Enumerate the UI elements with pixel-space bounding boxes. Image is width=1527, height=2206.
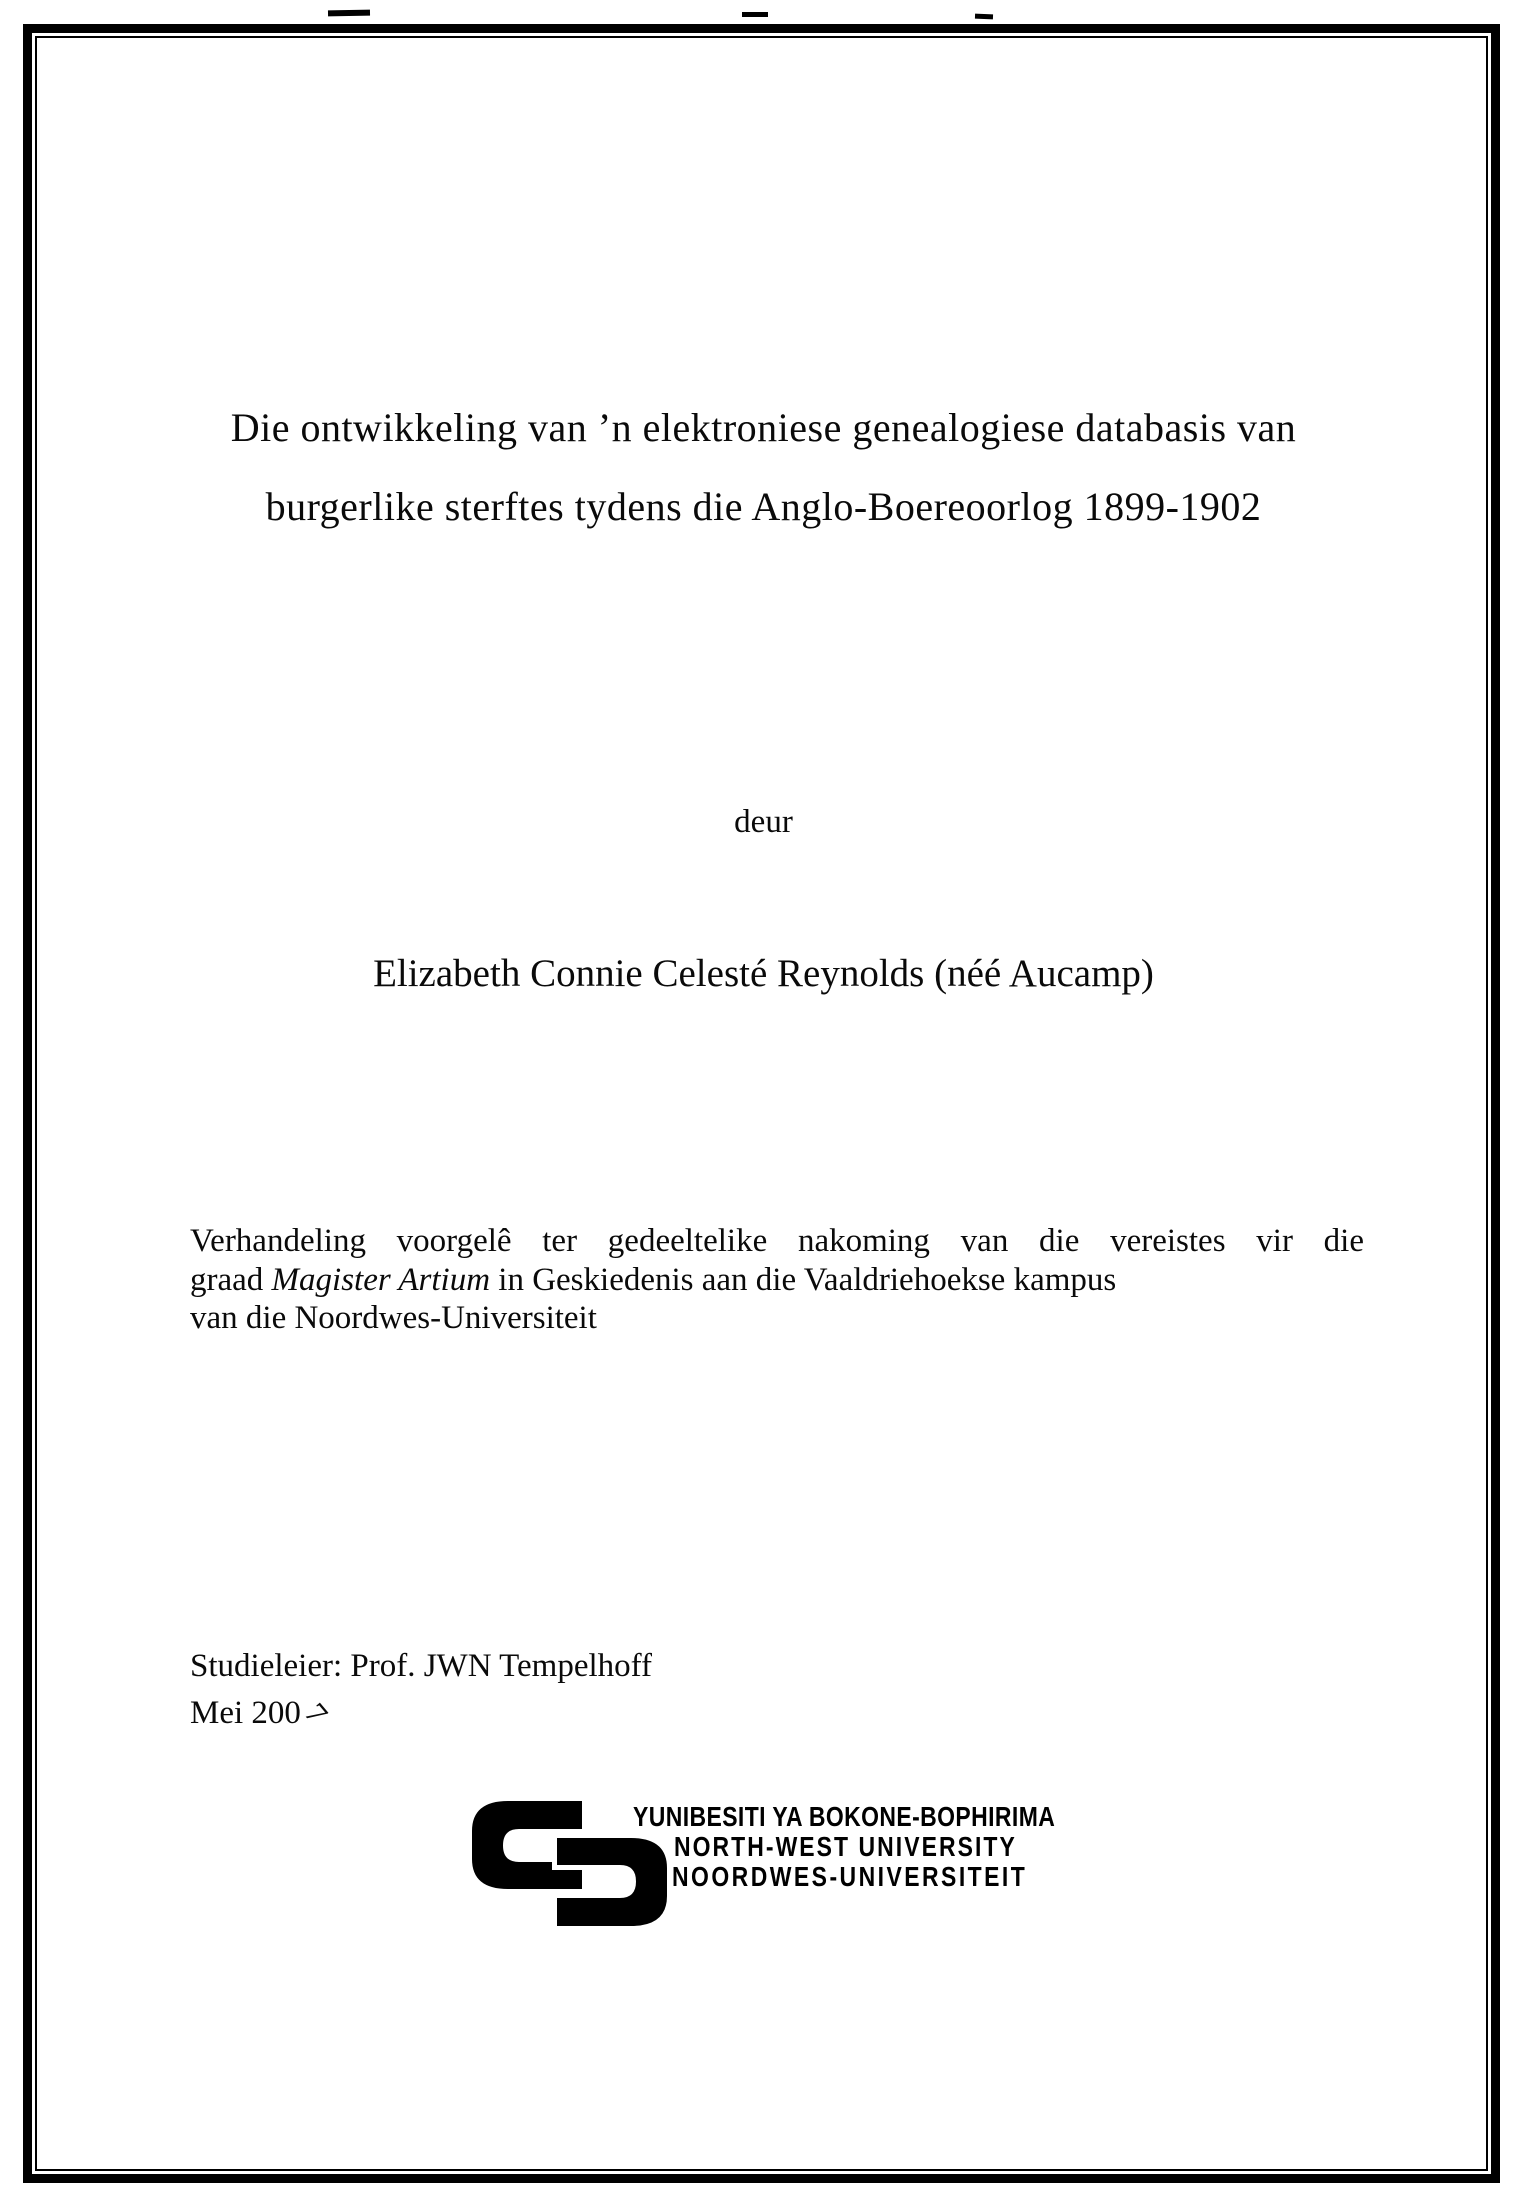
date-line: [190, 1690, 652, 1737]
degree-name: Magister Artium: [271, 1261, 491, 1298]
university-name-afrikaans: NOORDWES-UNIVERSITEIT: [672, 1861, 1028, 1892]
byline-label: deur: [734, 804, 793, 840]
university-name-block: [633, 1802, 1148, 1892]
declaration-line2-suffix: in Geskiedenis aan die Vaaldriehoekse kampus: [490, 1261, 1117, 1298]
date-last-digit: 7: [297, 1697, 334, 1732]
scan-artifact: [742, 12, 768, 17]
declaration-line2-prefix: graad: [190, 1261, 272, 1298]
scan-artifact: [975, 14, 993, 20]
declaration-line3: van die Noordwes-Universiteit: [190, 1300, 597, 1336]
declaration-line2: [190, 1261, 1364, 1300]
supervisor-block: [190, 1643, 652, 1737]
thesis-title: [95, 388, 1432, 546]
thesis-title-line2: burgerlike sterftes tydens die Anglo-Boereoorlog 1899-1902: [265, 484, 1262, 529]
university-name-setswana: YUNIBESITI YA BOKONE-BOPHIRIMA: [633, 1801, 1056, 1832]
author-name: Elizabeth Connie Celesté Reynolds (néé Aucamp): [373, 952, 1154, 995]
supervisor-line: Studieleier: Prof. JWN Tempelhoff: [190, 1648, 653, 1684]
thesis-title-line1: Die ontwikkeling van ’n elektroniese genealogiese databasis van: [230, 405, 1297, 450]
university-name-english: NORTH-WEST UNIVERSITY: [674, 1831, 1017, 1862]
date-prefix: Mei 200: [190, 1695, 301, 1731]
degree-declaration: [190, 1222, 1364, 1338]
declaration-line1: Verhandeling voorgelê ter gedeeltelike nakoming van die vereistes vir die: [190, 1223, 1364, 1259]
scan-artifact: [328, 10, 370, 17]
